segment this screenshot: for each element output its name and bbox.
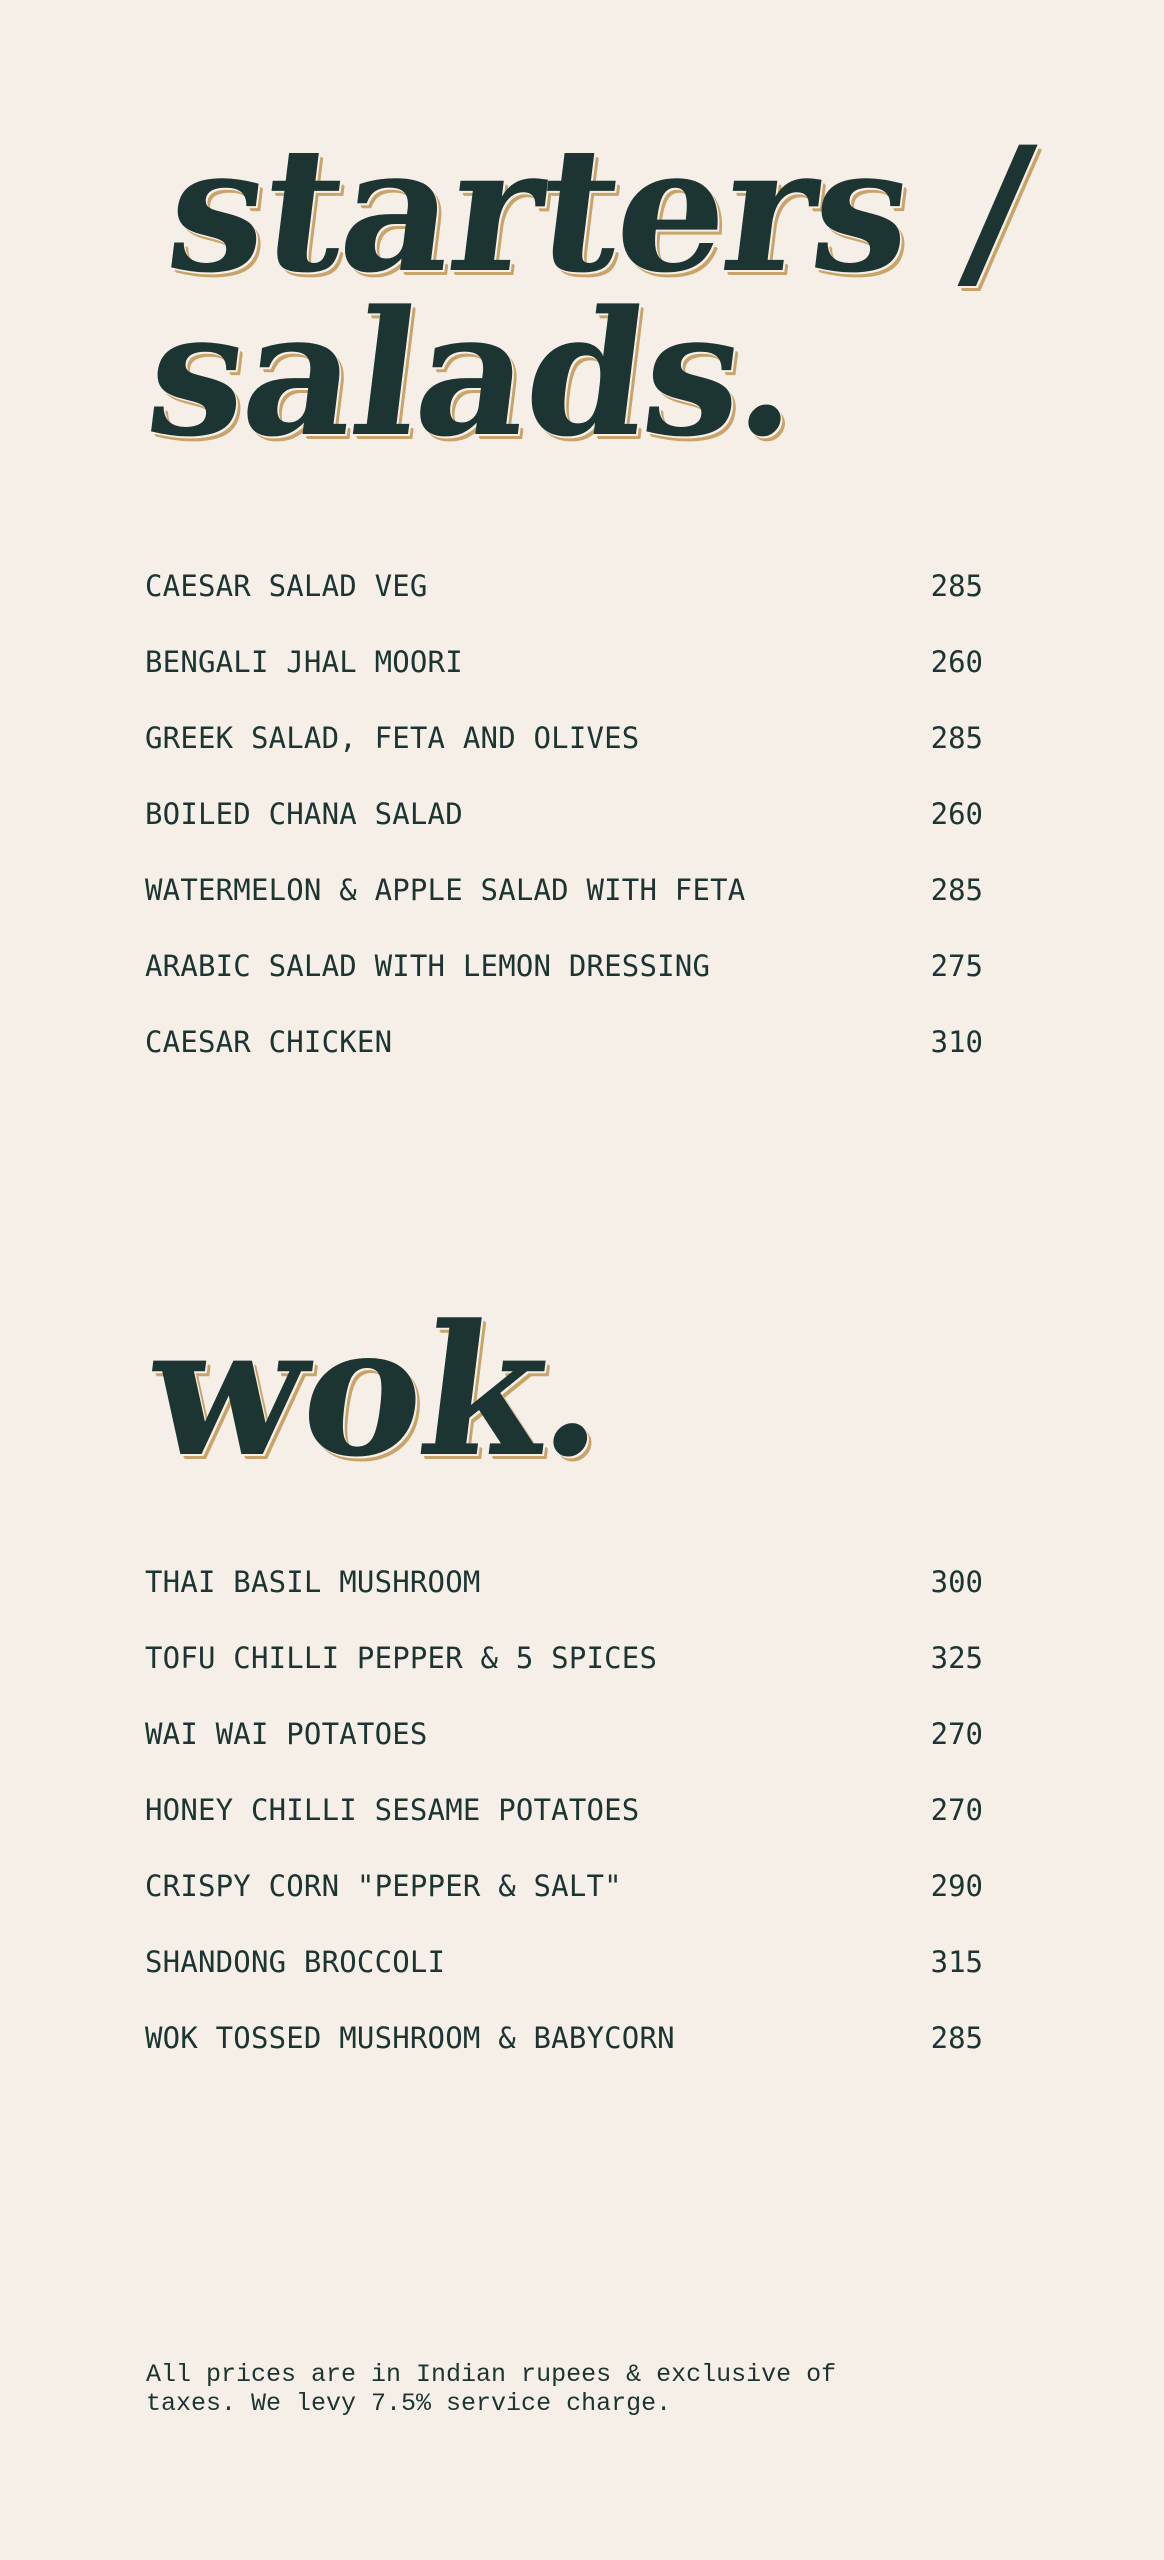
menu-item-name: GREEK SALAD, FETA AND OLIVES xyxy=(145,721,640,755)
footnote-line: All prices are in Indian rupees & exclusive of xyxy=(146,2360,837,2389)
section-heading-wok xyxy=(138,1286,619,1497)
section-heading-starters-salads xyxy=(137,108,1041,475)
menu-item-price: 285 xyxy=(930,569,983,603)
menu-item-price: 285 xyxy=(930,873,983,907)
menu-item xyxy=(145,1016,983,1092)
menu-item-price: 275 xyxy=(930,949,983,983)
menu-item-price: 310 xyxy=(930,1025,983,1059)
heading-line: salads. xyxy=(137,272,811,475)
wok-list xyxy=(145,1556,983,2088)
menu-item xyxy=(145,712,983,788)
menu-item-name: CAESAR SALAD VEG xyxy=(145,569,428,603)
menu-item-price: 285 xyxy=(930,721,983,755)
menu-item-name: WOK TOSSED MUSHROOM & BABYCORN xyxy=(145,2021,675,2055)
menu-item xyxy=(145,1556,983,1632)
menu-item xyxy=(145,1784,983,1860)
menu-item-name: BOILED CHANA SALAD xyxy=(145,797,463,831)
menu-item-name: HONEY CHILLI SESAME POTATOES xyxy=(145,1793,640,1827)
heading-line: starters / xyxy=(157,108,1041,311)
menu-item-name: BENGALI JHAL MOORI xyxy=(145,645,463,679)
heading-line: wok. xyxy=(138,1286,619,1497)
menu-item xyxy=(145,1860,983,1936)
menu-item-price: 290 xyxy=(930,1869,983,1903)
menu-item xyxy=(145,560,983,636)
menu-item xyxy=(145,1632,983,1708)
menu-item xyxy=(145,2012,983,2088)
menu-item-name: CAESAR CHICKEN xyxy=(145,1025,393,1059)
menu-item-price: 260 xyxy=(930,797,983,831)
menu-item xyxy=(145,636,983,712)
menu-item-price: 300 xyxy=(930,1565,983,1599)
menu-item xyxy=(145,788,983,864)
menu-item-price: 315 xyxy=(930,1945,983,1979)
menu-item-name: THAI BASIL MUSHROOM xyxy=(145,1565,481,1599)
footnote-line: taxes. We levy 7.5% service charge. xyxy=(146,2389,672,2418)
starters-salads-list xyxy=(145,560,983,1092)
menu-item-name: CRISPY CORN "PEPPER & SALT" xyxy=(145,1869,622,1903)
menu-item-name: WATERMELON & APPLE SALAD WITH FETA xyxy=(145,873,746,907)
menu-item-price: 270 xyxy=(930,1717,983,1751)
menu-item xyxy=(145,1708,983,1784)
menu-item-price: 270 xyxy=(930,1793,983,1827)
menu-item-price: 260 xyxy=(930,645,983,679)
menu-item-name: TOFU CHILLI PEPPER & 5 SPICES xyxy=(145,1641,658,1675)
menu-item-price: 285 xyxy=(930,2021,983,2055)
menu-item-price: 325 xyxy=(930,1641,983,1675)
menu-item-name: SHANDONG BROCCOLI xyxy=(145,1945,446,1979)
menu-item-name: ARABIC SALAD WITH LEMON DRESSING xyxy=(145,949,711,983)
pricing-footnote xyxy=(146,2360,906,2418)
menu-item xyxy=(145,864,983,940)
menu-item xyxy=(145,940,983,1016)
menu-item-name: WAI WAI POTATOES xyxy=(145,1717,428,1751)
menu-item xyxy=(145,1936,983,2012)
